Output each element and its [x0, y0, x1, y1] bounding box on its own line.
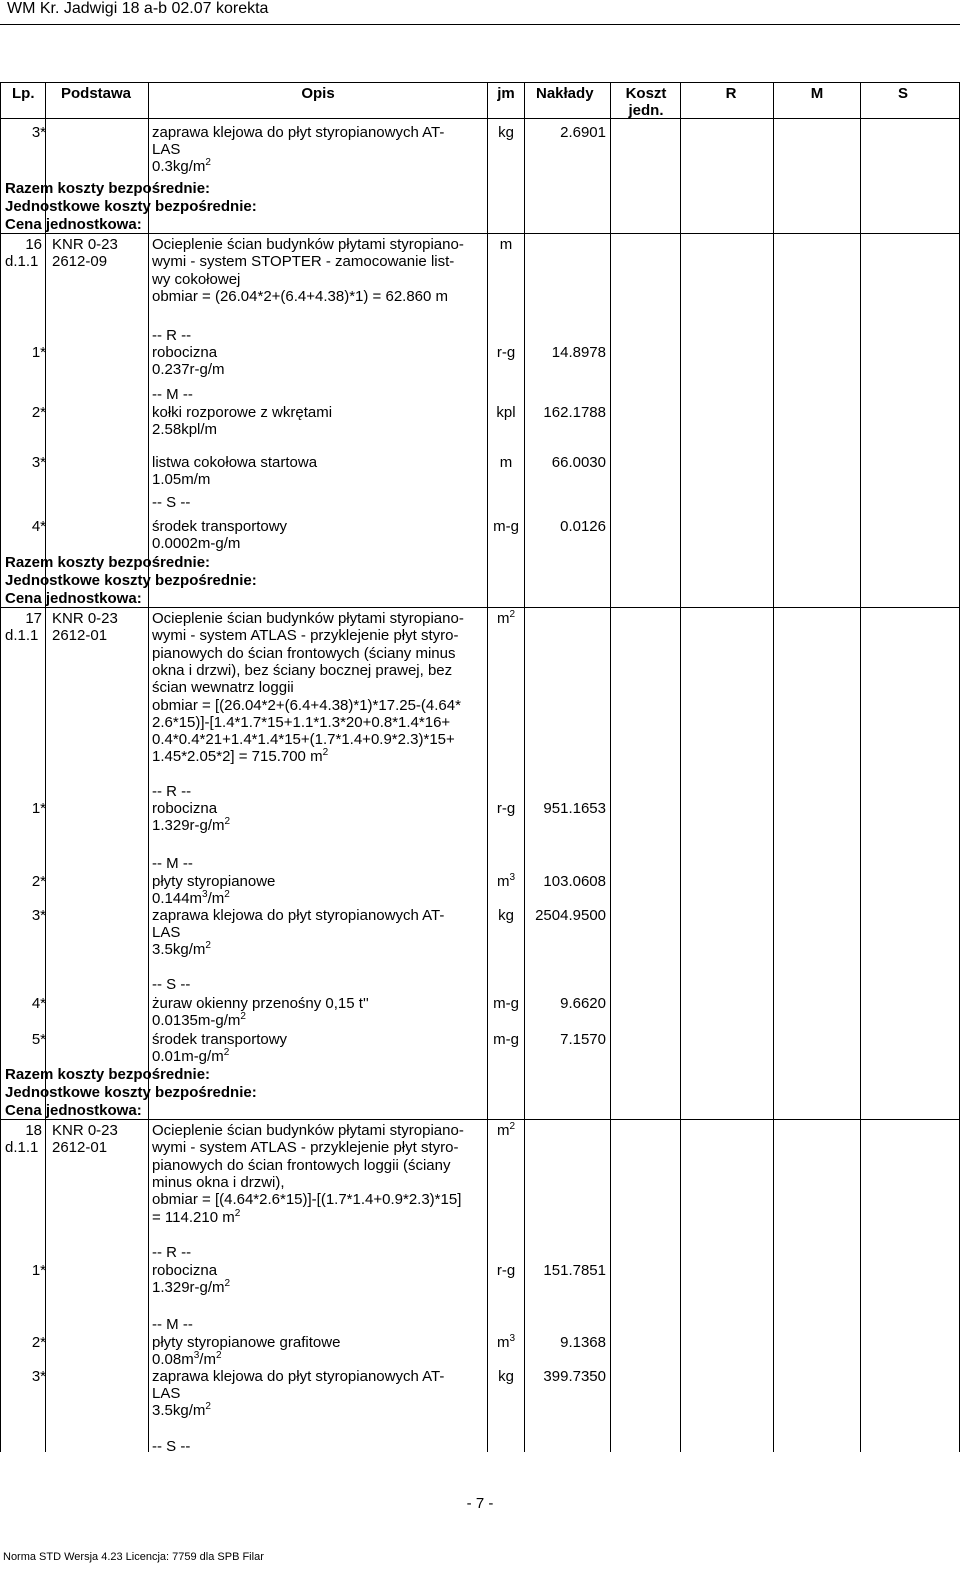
- item-description-line: wymi - system ATLAS - przyklejenie płyt styro-: [152, 1139, 459, 1157]
- resource-norm: $0.144m^3/m^2$: [152, 889, 230, 907]
- footer-license: Norma STD Wersja 4.23 Licencja: 7759 dla SPB Filar: [3, 1551, 264, 1563]
- summary-razem: Razem koszty bezpośrednie:: [5, 180, 211, 197]
- item-section: d.1.1: [5, 1139, 39, 1156]
- resource-lp: 3*: [31, 907, 46, 924]
- page-number: - 7 -: [466, 1495, 494, 1512]
- resource-naklad: 14.8978: [551, 344, 606, 361]
- row-jm: kg: [498, 124, 514, 141]
- col-jm: jm: [497, 85, 515, 102]
- column-rule: [773, 82, 774, 1452]
- resource-lp: 5*: [31, 1031, 46, 1048]
- item-description-line: pianowych do ścian frontowych loggii (ściany: [152, 1156, 451, 1174]
- resource-lp: 4*: [31, 518, 46, 535]
- summary-rule: [0, 233, 960, 234]
- resource-lp: 3*: [31, 1368, 46, 1385]
- column-rule: [487, 82, 488, 1452]
- resource-jm: m-g: [493, 518, 519, 535]
- resource-name: środek transportowy: [152, 518, 288, 535]
- resource-norm: 2.58kpl/m: [152, 421, 218, 438]
- item-description-line: wy cokołowej: [152, 270, 241, 288]
- resource-name: kołki rozporowe z wkrętami: [152, 404, 333, 421]
- resource-naklad: 0.0126: [560, 518, 606, 535]
- col-m: M: [810, 85, 824, 102]
- resource-jm: r-g: [496, 344, 516, 361]
- resource-norm: 0.237r-g/m: [152, 361, 225, 378]
- item-description-line: Ocieplenie ścian budynków płytami styropiano-: [152, 610, 464, 627]
- resource-lp: 2*: [31, 873, 46, 890]
- summary-jednostkowe: Jednostkowe koszty bezpośrednie:: [5, 198, 257, 215]
- resource-naklad: 7.1570: [560, 1031, 606, 1048]
- resource-norm: $0.01m-g/m^2$: [152, 1047, 230, 1065]
- header-divider: [0, 24, 960, 25]
- item-description-line: okna i drzwi), bez ściany bocznej prawej, bez: [152, 661, 453, 679]
- item-basis-code: 2612-01: [52, 627, 108, 644]
- resource-jm: r-g: [496, 800, 516, 817]
- item-section: d.1.1: [5, 627, 39, 644]
- resource-jm: kpl: [496, 404, 516, 421]
- col-koszt-jedn: jedn.: [628, 102, 664, 119]
- column-rule: [610, 82, 611, 1452]
- resource-jm: kg: [498, 1368, 514, 1385]
- item-description-line: Ocieplenie ścian budynków płytami styropiano-: [152, 236, 464, 253]
- item-description-line: minus okna i drzwi),: [152, 1173, 285, 1191]
- column-rule: [860, 82, 861, 1452]
- item-description-line: 2.6*15)]-[1.4*1.7*15+1.1*1.3*20+0.8*1.4*16+: [152, 713, 451, 731]
- resource-norm: $1.329r-g/m^2$: [152, 1278, 231, 1296]
- row-name: zaprawa klejowa do płyt styropianowych AT-: [152, 124, 445, 141]
- resource-group-header: -- M --: [152, 386, 193, 403]
- resource-lp: 1*: [31, 1262, 46, 1279]
- header-bottom-rule: [0, 118, 960, 119]
- item-description-line: 1.45*2.05*2] = 715.700 $m^2$: [152, 747, 329, 766]
- row-naklad: 2.6901: [560, 124, 606, 141]
- item-description-line: wymi - system ATLAS - przyklejenie płyt styro-: [152, 627, 459, 645]
- item-description-line: obmiar = (26.04*2+(6.4+4.38)*1) = 62.860 m: [152, 287, 449, 305]
- resource-group-header: -- S --: [152, 494, 191, 511]
- item-basis: KNR 0-23: [52, 236, 118, 253]
- col-koszt: Koszt: [625, 85, 667, 102]
- resource-name: robocizna: [152, 800, 218, 817]
- col-r: R: [725, 85, 737, 102]
- resource-name: listwa cokołowa startowa: [152, 454, 318, 471]
- resource-naklad: 951.1653: [543, 800, 606, 817]
- resource-norm: $0.0135m-g/m^2$: [152, 1011, 246, 1029]
- resource-name-cont: LAS: [152, 924, 181, 941]
- resource-group-header: -- S --: [152, 976, 191, 993]
- table-left-rule: [0, 82, 1, 1452]
- item-description-line: pianowych do ścian frontowych (ściany minus: [152, 644, 456, 662]
- row-norm: $0.3kg/m^2$: [152, 157, 211, 175]
- col-lp: Lp.: [12, 85, 35, 102]
- summary-cena: Cena jednostkowa:: [5, 1102, 142, 1119]
- resource-naklad: 399.7350: [543, 1368, 606, 1385]
- item-section: d.1.1: [5, 253, 39, 270]
- resource-name: płyty styropianowe grafitowe: [152, 1334, 341, 1351]
- summary-razem: Razem koszty bezpośrednie:: [5, 1066, 211, 1083]
- summary-cena: Cena jednostkowa:: [5, 590, 142, 607]
- item-number: 17: [25, 610, 42, 627]
- item-description-line: obmiar = [(4.64*2.6*15)]-[(1.7*1.4+0.9*2.3)*15]: [152, 1191, 462, 1209]
- resource-naklad: 66.0030: [551, 454, 606, 471]
- column-rule: [680, 82, 681, 1452]
- resource-jm: r-g: [496, 1262, 516, 1279]
- summary-cena: Cena jednostkowa:: [5, 216, 142, 233]
- resource-group-header: -- R --: [152, 327, 192, 344]
- col-s: S: [897, 85, 908, 102]
- summary-rule: [0, 607, 960, 608]
- resource-jm: m: [499, 454, 513, 471]
- resource-jm: $m^3$: [496, 1333, 516, 1351]
- resource-name: robocizna: [152, 1262, 218, 1279]
- resource-norm: $0.08m^3/m^2$: [152, 1350, 222, 1368]
- summary-razem: Razem koszty bezpośrednie:: [5, 554, 211, 571]
- item-description-line: 0.4*0.4*21+1.4*1.4*15+(1.7*1.4+0.9*2.3)*15+: [152, 731, 455, 749]
- summary-rule: [0, 1119, 960, 1120]
- table-top-rule: [0, 82, 960, 83]
- resource-jm: $m^3$: [496, 872, 516, 890]
- item-number: 16: [25, 236, 42, 253]
- col-naklady: Nakłady: [536, 85, 594, 102]
- col-opis: Opis: [301, 85, 335, 102]
- item-description-line: ścian wewnatrz loggii: [152, 679, 294, 697]
- resource-norm: 1.05m/m: [152, 471, 211, 488]
- resource-group-header: -- S --: [152, 1438, 191, 1455]
- row-name-cont: LAS: [152, 141, 181, 158]
- resource-naklad: 151.7851: [543, 1262, 606, 1279]
- resource-jm: m-g: [493, 1031, 519, 1048]
- column-rule: [524, 82, 525, 1452]
- summary-jednostkowe: Jednostkowe koszty bezpośrednie:: [5, 572, 257, 589]
- resource-lp: 3*: [31, 454, 46, 471]
- resource-name: płyty styropianowe: [152, 873, 276, 890]
- column-rule: [148, 82, 149, 1452]
- column-rule: [45, 82, 46, 1452]
- resource-norm: 0.0002m-g/m: [152, 535, 241, 552]
- resource-lp: 2*: [31, 1334, 46, 1351]
- item-basis-code: 2612-01: [52, 1139, 108, 1156]
- resource-lp: 4*: [31, 995, 46, 1012]
- item-number: 18: [25, 1122, 42, 1139]
- resource-naklad: 9.1368: [560, 1334, 606, 1351]
- resource-name: żuraw okienny przenośny 0,15 t'': [152, 995, 369, 1012]
- resource-jm: kg: [498, 907, 514, 924]
- resource-name: zaprawa klejowa do płyt styropianowych AT-: [152, 1368, 445, 1385]
- resource-group-header: -- M --: [152, 1316, 193, 1333]
- item-description-line: wymi - system STOPTER - zamocowanie list-: [152, 253, 455, 271]
- resource-naklad: 2504.9500: [535, 907, 606, 924]
- item-description-line: obmiar = [(26.04*2+(6.4+4.38)*1)*17.25-(4.64*: [152, 696, 461, 714]
- resource-jm: m-g: [493, 995, 519, 1012]
- item-description-line: Ocieplenie ścian budynków płytami styropiano-: [152, 1122, 464, 1139]
- item-unit: $m^2$: [496, 609, 516, 627]
- resource-name: zaprawa klejowa do płyt styropianowych AT-: [152, 907, 445, 924]
- col-podstawa: Podstawa: [61, 85, 132, 102]
- resource-group-header: -- M --: [152, 855, 193, 872]
- resource-group-header: -- R --: [152, 1244, 192, 1261]
- item-unit: m: [499, 236, 513, 253]
- item-basis-code: 2612-09: [52, 253, 108, 270]
- resource-naklad: 162.1788: [543, 404, 606, 421]
- summary-jednostkowe: Jednostkowe koszty bezpośrednie:: [5, 1084, 257, 1101]
- item-basis: KNR 0-23: [52, 610, 118, 627]
- document-title: WM Kr. Jadwigi 18 a-b 02.07 korekta: [7, 0, 269, 17]
- resource-group-header: -- R --: [152, 783, 192, 800]
- resource-name-cont: LAS: [152, 1385, 181, 1402]
- resource-lp: 1*: [31, 344, 46, 361]
- item-basis: KNR 0-23: [52, 1122, 118, 1139]
- resource-lp: 1*: [31, 800, 46, 817]
- resource-norm: $3.5kg/m^2$: [152, 1401, 211, 1419]
- resource-naklad: 9.6620: [560, 995, 606, 1012]
- resource-naklad: 103.0608: [543, 873, 606, 890]
- resource-lp: 2*: [31, 404, 46, 421]
- resource-norm: $3.5kg/m^2$: [152, 940, 211, 958]
- item-unit: $m^2$: [496, 1121, 516, 1139]
- item-description-line: = 114.210 $m^2$: [152, 1207, 241, 1226]
- resource-name: robocizna: [152, 344, 218, 361]
- resource-norm: $1.329r-g/m^2$: [152, 816, 231, 834]
- resource-name: środek transportowy: [152, 1031, 288, 1048]
- row-lp: 3*: [31, 124, 46, 141]
